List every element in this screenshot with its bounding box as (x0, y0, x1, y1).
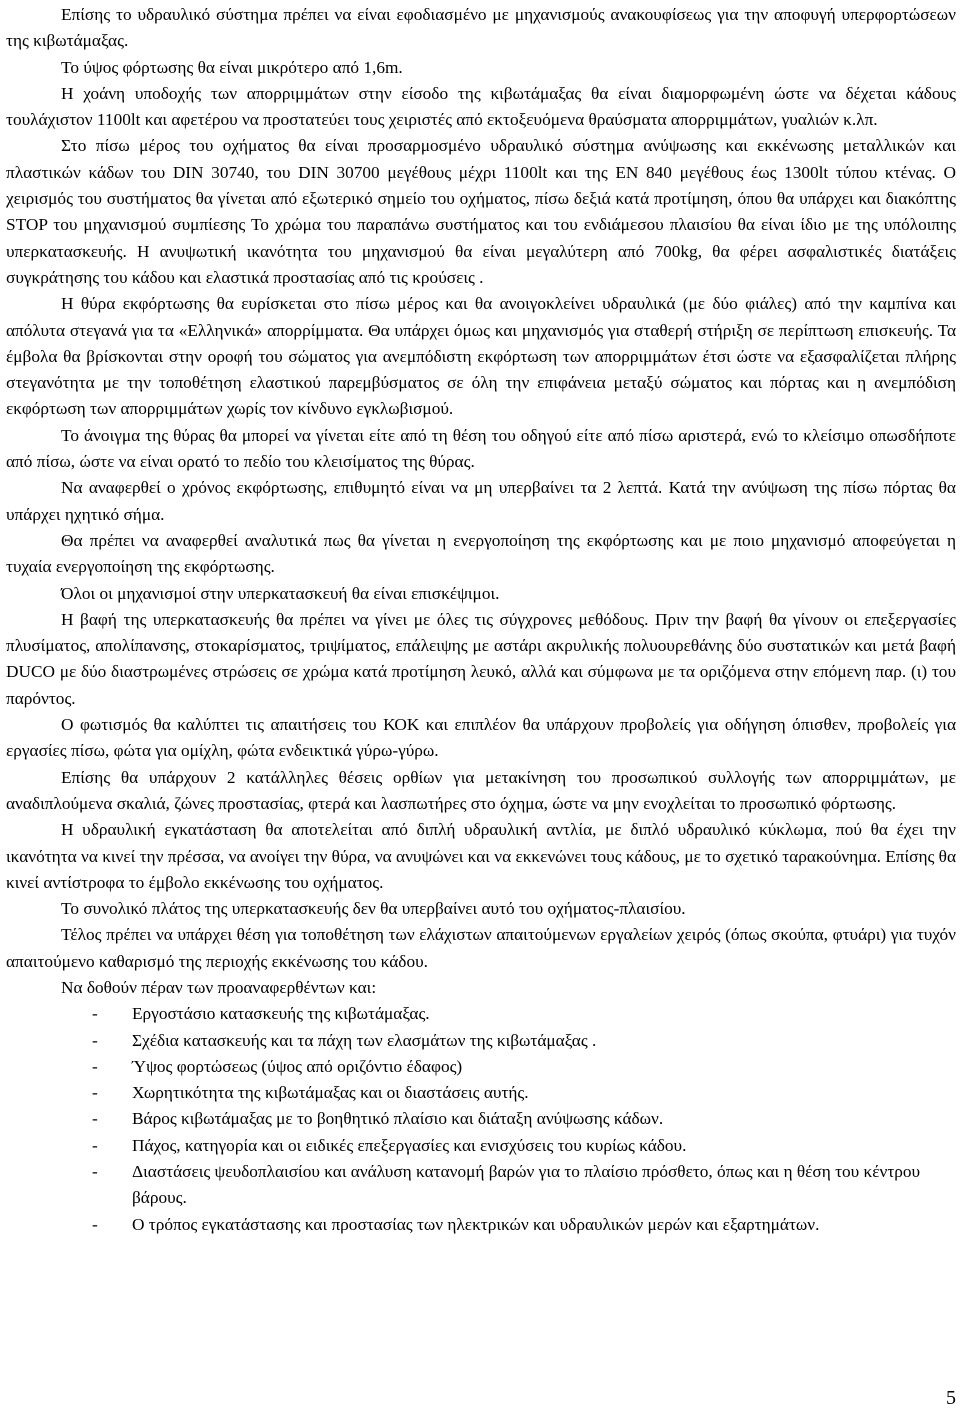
document-page (6, 0, 956, 1238)
list-marker: - (92, 1135, 98, 1155)
list-marker: - (92, 1030, 98, 1050)
list-item-text: Ο τρόπος εγκατάστασης και προστασίας των ηλεκτρικών και υδραυλικών μερών και εξαρτημάτων. (132, 1214, 820, 1234)
list-item-text: Εργοστάσιο κατασκευής της κιβωτάμαξας. (132, 1004, 430, 1024)
paragraph: Τέλος πρέπει να υπάρχει θέση για τοποθέτηση των ελάχιστων απαιτούμενων εργαλείων χειρός (όπως σκούπα, φτυάρι) για τυχόν απαιτούμενο καθαρισμό της περιοχής εκκένωσης του κάδου. (6, 925, 956, 971)
list-item-text: Σχέδια κατασκευής και τα πάχη των ελασμάτων της κιβωτάμαξας . (132, 1030, 597, 1050)
paragraph: Επίσης θα υπάρχουν 2 κατάλληλες θέσεις ορθίων για μετακίνηση του προσωπικού συλλογής των απορριμμάτων, με αναδιπλούμενα σκαλιά, ζώνες προστασίας, φτερά και λασπωτήρες στο όχημα, ώστε να μην ενοχλείται το προσωπικό φόρτωσης. (6, 767, 956, 813)
list-item (6, 1028, 956, 1054)
list-item (6, 1080, 956, 1106)
list-marker: - (92, 1083, 98, 1103)
paragraph: Η χοάνη υποδοχής των απορριμμάτων στην είσοδο της κιβωτάμαξας θα είναι διαμορφωμένη ώστε να δέχεται κάδους τουλάχιστον 1100lt και αφετέρου να προστατεύει τους χειριστές από εκτοξευόμενα θραύσματα απορριμμάτων, γυαλιών κ.λπ. (6, 83, 956, 130)
paragraph: Η θύρα εκφόρτωσης θα ευρίσκεται στο πίσω μέρος και θα ανοιγοκλείνει υδραυλικά (με δύο φιάλες) από την καμπίνα και απόλυτα στεγανά για τα «Ελληνικά» απορρίμματα. Θα υπάρχει όμως και μηχανισμός για σταθερή στήριξη σε περίπτωση επισκευής. Τα έμβολα θα βρίσκονται στην οροφή του σώματος για ανεμπόδιστη εκφόρτωση των απορριμμάτων έτσι ώστε να εξασφαλίζεται πλήρης στεγανότητα με την τοποθέτηση ελαστικού παρεμβύσματος σε όλη την επιφάνεια μεταξύ σώματος και πόρτας και η ανεμπόδιση εκφόρτωση των απορριμμάτων χωρίς τον κίνδυνο εγκλωβισμού. (6, 294, 956, 419)
page-number: 5 (946, 1387, 956, 1409)
paragraph: Ο φωτισμός θα καλύπτει τις απαιτήσεις του ΚΟΚ και επιπλέον θα υπάρχουν προβολείς για οδήγηση όπισθεν, προβολείς για εργασίες πίσω, φώτα για ομίχλη, φώτα ενδεικτικά γύρω-γύρω. (6, 715, 956, 761)
paragraph: Το ύψος φόρτωσης θα είναι μικρότερο από 1,6m. (61, 57, 403, 77)
list-item (6, 1159, 956, 1212)
list-item (6, 1106, 956, 1132)
list-marker: - (92, 1109, 98, 1129)
paragraph: Το συνολικό πλάτος της υπερκατασκευής δεν θα υπερβαίνει αυτό του οχήματος-πλαισίου. (61, 899, 686, 919)
paragraph: Η βαφή της υπερκατασκευής θα πρέπει να γίνει με όλες τις σύγχρονες μεθόδους. Πριν την βαφή θα γίνουν οι επεξεργασίες πλυσίματος, απολίπανσης, στοκαρίσματος, τριψίματος, επάλειψης με αστάρι ακρυλικής πολυουρεθάνης δύο συστατικών και μετά βαφή DUCO με δύο διαστρωμένες στρώσεις σε χρώμα κατά προτίμηση λευκό, αλλά και σύμφωνα με τα οριζόμενα στην επόμενη παρ. (ι) του παρόντος. (6, 609, 956, 708)
list-marker: - (92, 1056, 98, 1076)
paragraph: Θα πρέπει να αναφερθεί αναλυτικά πως θα γίνεται η ενεργοποίηση της εκφόρτωσης και με ποιο μηχανισμό αποφεύγεται η τυχαία ενεργοποίηση της εκφόρτωσης. (6, 530, 956, 577)
paragraph: Η υδραυλική εγκατάσταση θα αποτελείται από διπλή υδραυλική αντλία, με διπλό υδραυλικό κύκλωμα, πού θα έχει την ικανότητα να κινεί την πρέσσα, να ανοίγει την θύρα, να ανυψώνει και να εκκενώνει τους κάδους, με το σχετικό ταρακούνημα. Επίσης θα κινεί αντίστροφα το έμβολο εκκένωσης του οχήματος. (6, 820, 957, 892)
requirements-list (6, 1001, 956, 1238)
list-marker: - (92, 1004, 98, 1024)
paragraph: Να αναφερθεί ο χρόνος εκφόρτωσης, επιθυμητό είναι να μη υπερβαίνει τα 2 λεπτά. Κατά την ανύψωση της πίσω πόρτας θα υπάρχει ηχητικό σήμα. (6, 478, 956, 524)
paragraph: Στο πίσω μέρος του οχήματος θα είναι προσαρμοσμένο υδραυλικό σύστημα ανύψωσης και εκκένωσης μεταλλικών και πλαστικών κάδων του DIN 30740, του DIN 30700 μεγέθους μέχρι 1100lt και της EN 840 μεγέθους έως 1300lt τύπου κτένας. Ο χειρισμός του συστήματος θα γίνεται από εξωτερικό σημείο του οχήματος, πίσω δεξιά κατά προτίμηση, όπου θα υπάρχει και διακόπτης STOP του μηχανισμού συμπίεσης Το χρώμα του παραπάνω συστήματος και του ενδιάμεσου πλαισίου θα είναι ίδιο με της υπόλοιπης υπερκατασκευής. Η ανυψωτική ικανότητα του μηχανισμού θα είναι μεγαλύτερη από 700kg, θα φέρει ασφαλιστικές διατάξεις συγκράτησης του κάδου και ελαστικά προστασίας από τις κρούσεις . (6, 136, 956, 287)
list-item-text: Ύψος φορτώσεως (ύψος από οριζόντιο έδαφος) (132, 1056, 463, 1076)
list-marker: - (92, 1162, 98, 1182)
list-item-text: Βάρος κιβωτάμαξας με το βοηθητικό πλαίσιο και διάταξη ανύψωσης κάδων. (132, 1109, 664, 1129)
paragraph: Επίσης το υδραυλικό σύστημα πρέπει να είναι εφοδιασμένο με μηχανισμούς ανακουφίσεως για την αποφυγή υπερφορτώσεων της κιβωτάμαξας. (6, 5, 956, 51)
list-item-text: Πάχος, κατηγορία και οι ειδικές επεξεργασίες και ενισχύσεις του κυρίως κάδου. (132, 1135, 687, 1155)
list-item (6, 1054, 956, 1080)
paragraph: Το άνοιγμα της θύρας θα μπορεί να γίνεται είτε από τη θέση του οδηγού είτε από πίσω αριστερά, ενώ το κλείσιμο οπωσδήποτε από πίσω, ώστε να είναι ορατό το πεδίο του κλεισίματος της θύρας. (6, 425, 956, 472)
list-marker: - (92, 1214, 98, 1234)
paragraph: Όλοι οι μηχανισμοί στην υπερκατασκευή θα είναι επισκέψιμοι. (61, 583, 500, 603)
list-item (6, 1001, 956, 1027)
list-item-text: Διαστάσεις ψευδοπλαισίου και ανάλυση κατανομή βαρών για το πλαίσιο πρόσθετο, όπως και η θέση του κέντρου βάρους. (132, 1162, 921, 1208)
paragraph: Να δοθούν πέραν των προαναφερθέντων και: (61, 977, 377, 997)
list-item-text: Χωρητικότητα της κιβωτάμαξας και οι διαστάσεις αυτής. (132, 1083, 529, 1103)
list-item (6, 1212, 956, 1238)
list-item (6, 1133, 956, 1159)
